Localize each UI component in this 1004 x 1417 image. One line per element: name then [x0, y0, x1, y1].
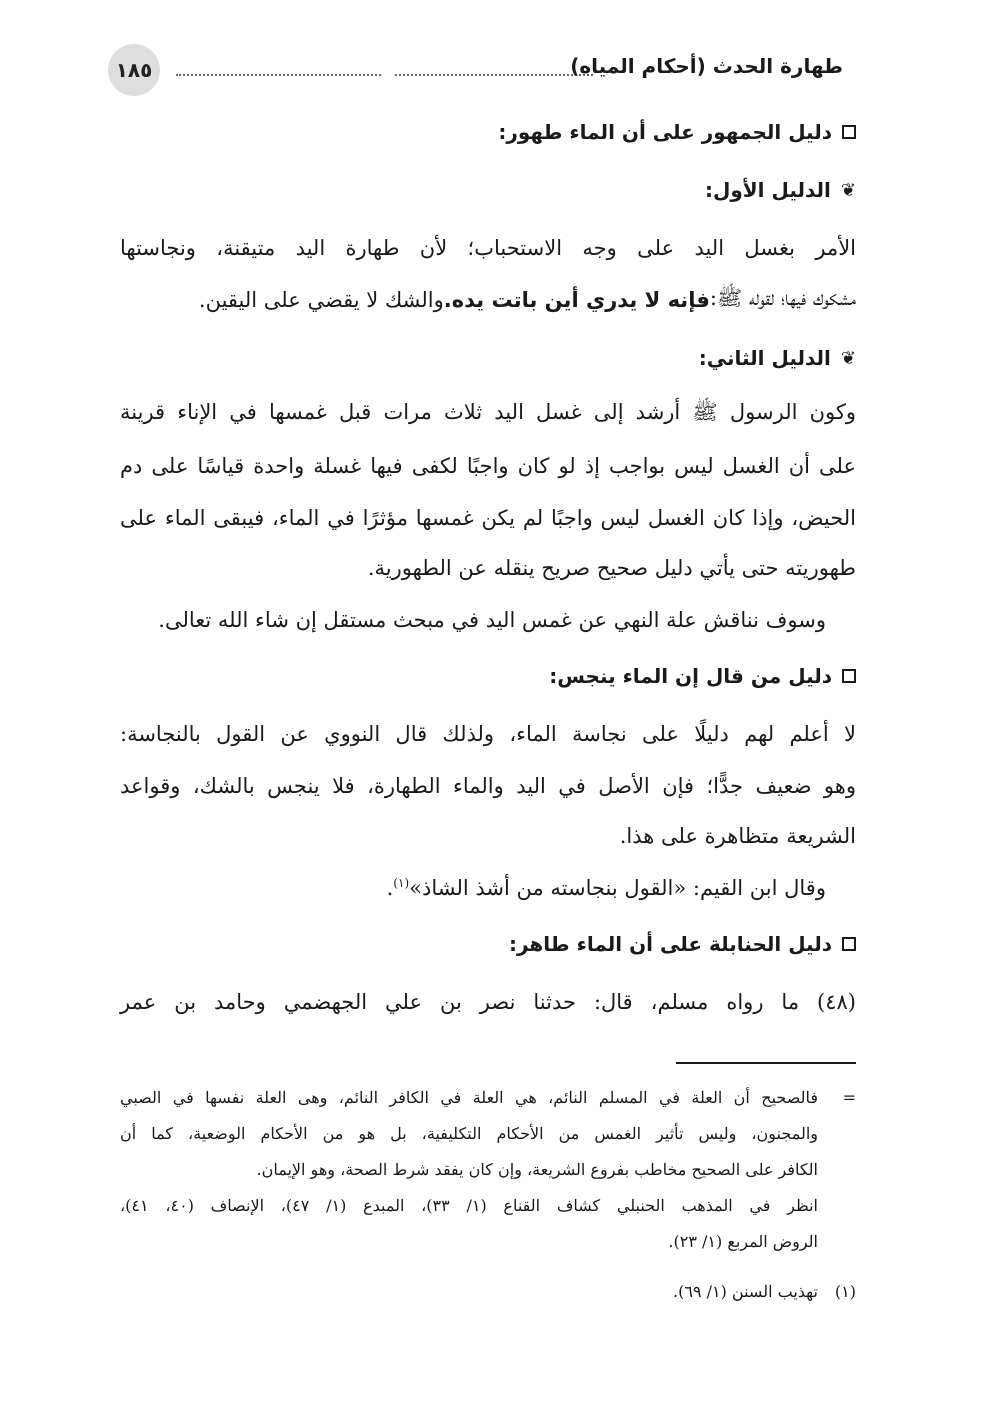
footnote-text: انظر في المذهب الحنبلي كشاف القناع (١/ ٣٣)، المبدع (١/ ٤٧)، الإنصاف (٤٠، ٤١)، — [120, 1195, 818, 1215]
paragraph-line — [120, 982, 856, 1022]
line-text: لا أعلم لهم دليلًا على نجاسة الماء، ولذلك قال النووي عن القول بالنجاسة: — [120, 722, 856, 746]
line-text: طهوريته حتى يأتي دليل صحيح صريح ينقله عن الطهورية. — [367, 556, 856, 580]
paragraph-line — [120, 548, 856, 588]
footnote-text: والمجنون، وليس تأثير الغمس من الأحكام التكليفية، بل هو من الأحكام الوضعية، كما أن — [120, 1123, 818, 1143]
header-dots-right — [395, 74, 593, 76]
footnote-ref: (١) — [393, 876, 410, 890]
paragraph-line — [120, 498, 856, 538]
heading-text: دليل الحنابلة على أن الماء طاهر: — [508, 932, 832, 956]
footnote-line — [120, 1118, 856, 1148]
footnote-line — [120, 1190, 856, 1220]
quote-text: وقال ابن القيم: «القول بنجاسته من أشذ الشاذ» — [409, 876, 826, 900]
line-text: الحيض، وإذا كان الغسل ليس واجبًا لم يكن غمسها مؤثرًا في الماء، فيبقى الماء على — [120, 506, 856, 530]
footnote-line — [120, 1154, 856, 1184]
paragraph-line — [120, 394, 856, 434]
line-text: وكون الرسول ﷺ أرشد إلى غسل اليد ثلاث مرات قبل غمسها في الإناء قرينة — [120, 399, 856, 424]
paragraph-line — [120, 868, 856, 908]
line-text: . — [386, 876, 394, 900]
heading-impurity-evidence — [120, 656, 856, 696]
leaf-ornament-icon: ❦ — [840, 347, 856, 369]
heading-first-evidence — [120, 170, 856, 210]
footnote-line — [120, 1226, 856, 1256]
line-text: (٤٨) ما رواه مسلم، قال: حدثنا نصر بن علي الجهضمي وحامد بن عمر — [120, 990, 856, 1014]
line-text: الأمر بغسل اليد على وجه الاستحباب؛ لأن طهارة اليد متيقنة، ونجاستها — [120, 236, 856, 260]
heading-text: الدليل الثاني: — [698, 346, 831, 370]
line-text: وهو ضعيف جدًّا؛ فإن الأصل في اليد والماء الطهارة، فلا ينجس بالشك، وقواعد — [120, 774, 856, 798]
square-bullet-icon — [842, 669, 856, 683]
line-text: على أن الغسل ليس بواجب إذ لو كان واجبًا لكفى فيها غسلة واحدة قياسًا على دم — [120, 454, 856, 478]
heading-hanbali-evidence — [120, 924, 856, 964]
footnote-line — [120, 1082, 856, 1112]
paragraph-line — [120, 280, 856, 320]
footnote-marker: = — [842, 1087, 856, 1107]
footnote-text: فالصحيح أن العلة في المسلم النائم، هي العلة في الكافر النائم، وهى العلة نفسها في الصبي — [120, 1087, 818, 1107]
line-text: الشريعة متظاهرة على هذا. — [619, 824, 856, 848]
line-text: والشك لا يقضي على اليقين. — [198, 288, 444, 312]
header-dots-left — [176, 74, 381, 76]
leaf-ornament-icon: ❦ — [840, 179, 856, 201]
hadith-quote: فإنه لا يدري أين باتت يده. — [443, 288, 710, 312]
footnote-text: الكافر على الصحيح مخاطب بفروع الشريعة، وإن كان يفقد شرط الصحة، وهو الإيمان. — [256, 1159, 818, 1179]
heading-second-evidence — [120, 338, 856, 378]
paragraph-line — [120, 714, 856, 754]
square-bullet-icon — [842, 125, 856, 139]
footnote-separator — [676, 1062, 856, 1064]
heading-text: دليل من قال إن الماء ينجس: — [549, 664, 832, 688]
paragraph-line — [120, 816, 856, 856]
line-text — [387, 876, 856, 900]
page-number: ١٨٥ — [108, 44, 160, 96]
paragraph-line — [120, 228, 856, 268]
footnote-line — [120, 1276, 856, 1306]
paragraph-line — [120, 600, 856, 640]
footnote-text: الروض المربع (١/ ٢٣). — [668, 1231, 818, 1251]
footnote-text: تهذيب السنن (١/ ٦٩). — [673, 1281, 818, 1301]
heading-text: الدليل الأول: — [704, 178, 831, 202]
paragraph-line — [120, 766, 856, 806]
paragraph-line — [120, 446, 856, 486]
running-title: طهارة الحدث (أحكام المياه) — [570, 54, 843, 78]
line-text: وسوف نناقش علة النهي عن غمس اليد في مبحث مستقل إن شاء الله تعالى. — [158, 608, 826, 632]
square-bullet-icon — [842, 937, 856, 951]
heading-majority-evidence — [120, 112, 856, 152]
heading-text: دليل الجمهور على أن الماء طهور: — [498, 120, 832, 144]
footnote-marker: (١) — [834, 1281, 856, 1301]
page-header — [108, 44, 843, 94]
line-text: مشكوك فيها؛ لقوله ﷺ: — [709, 285, 856, 310]
